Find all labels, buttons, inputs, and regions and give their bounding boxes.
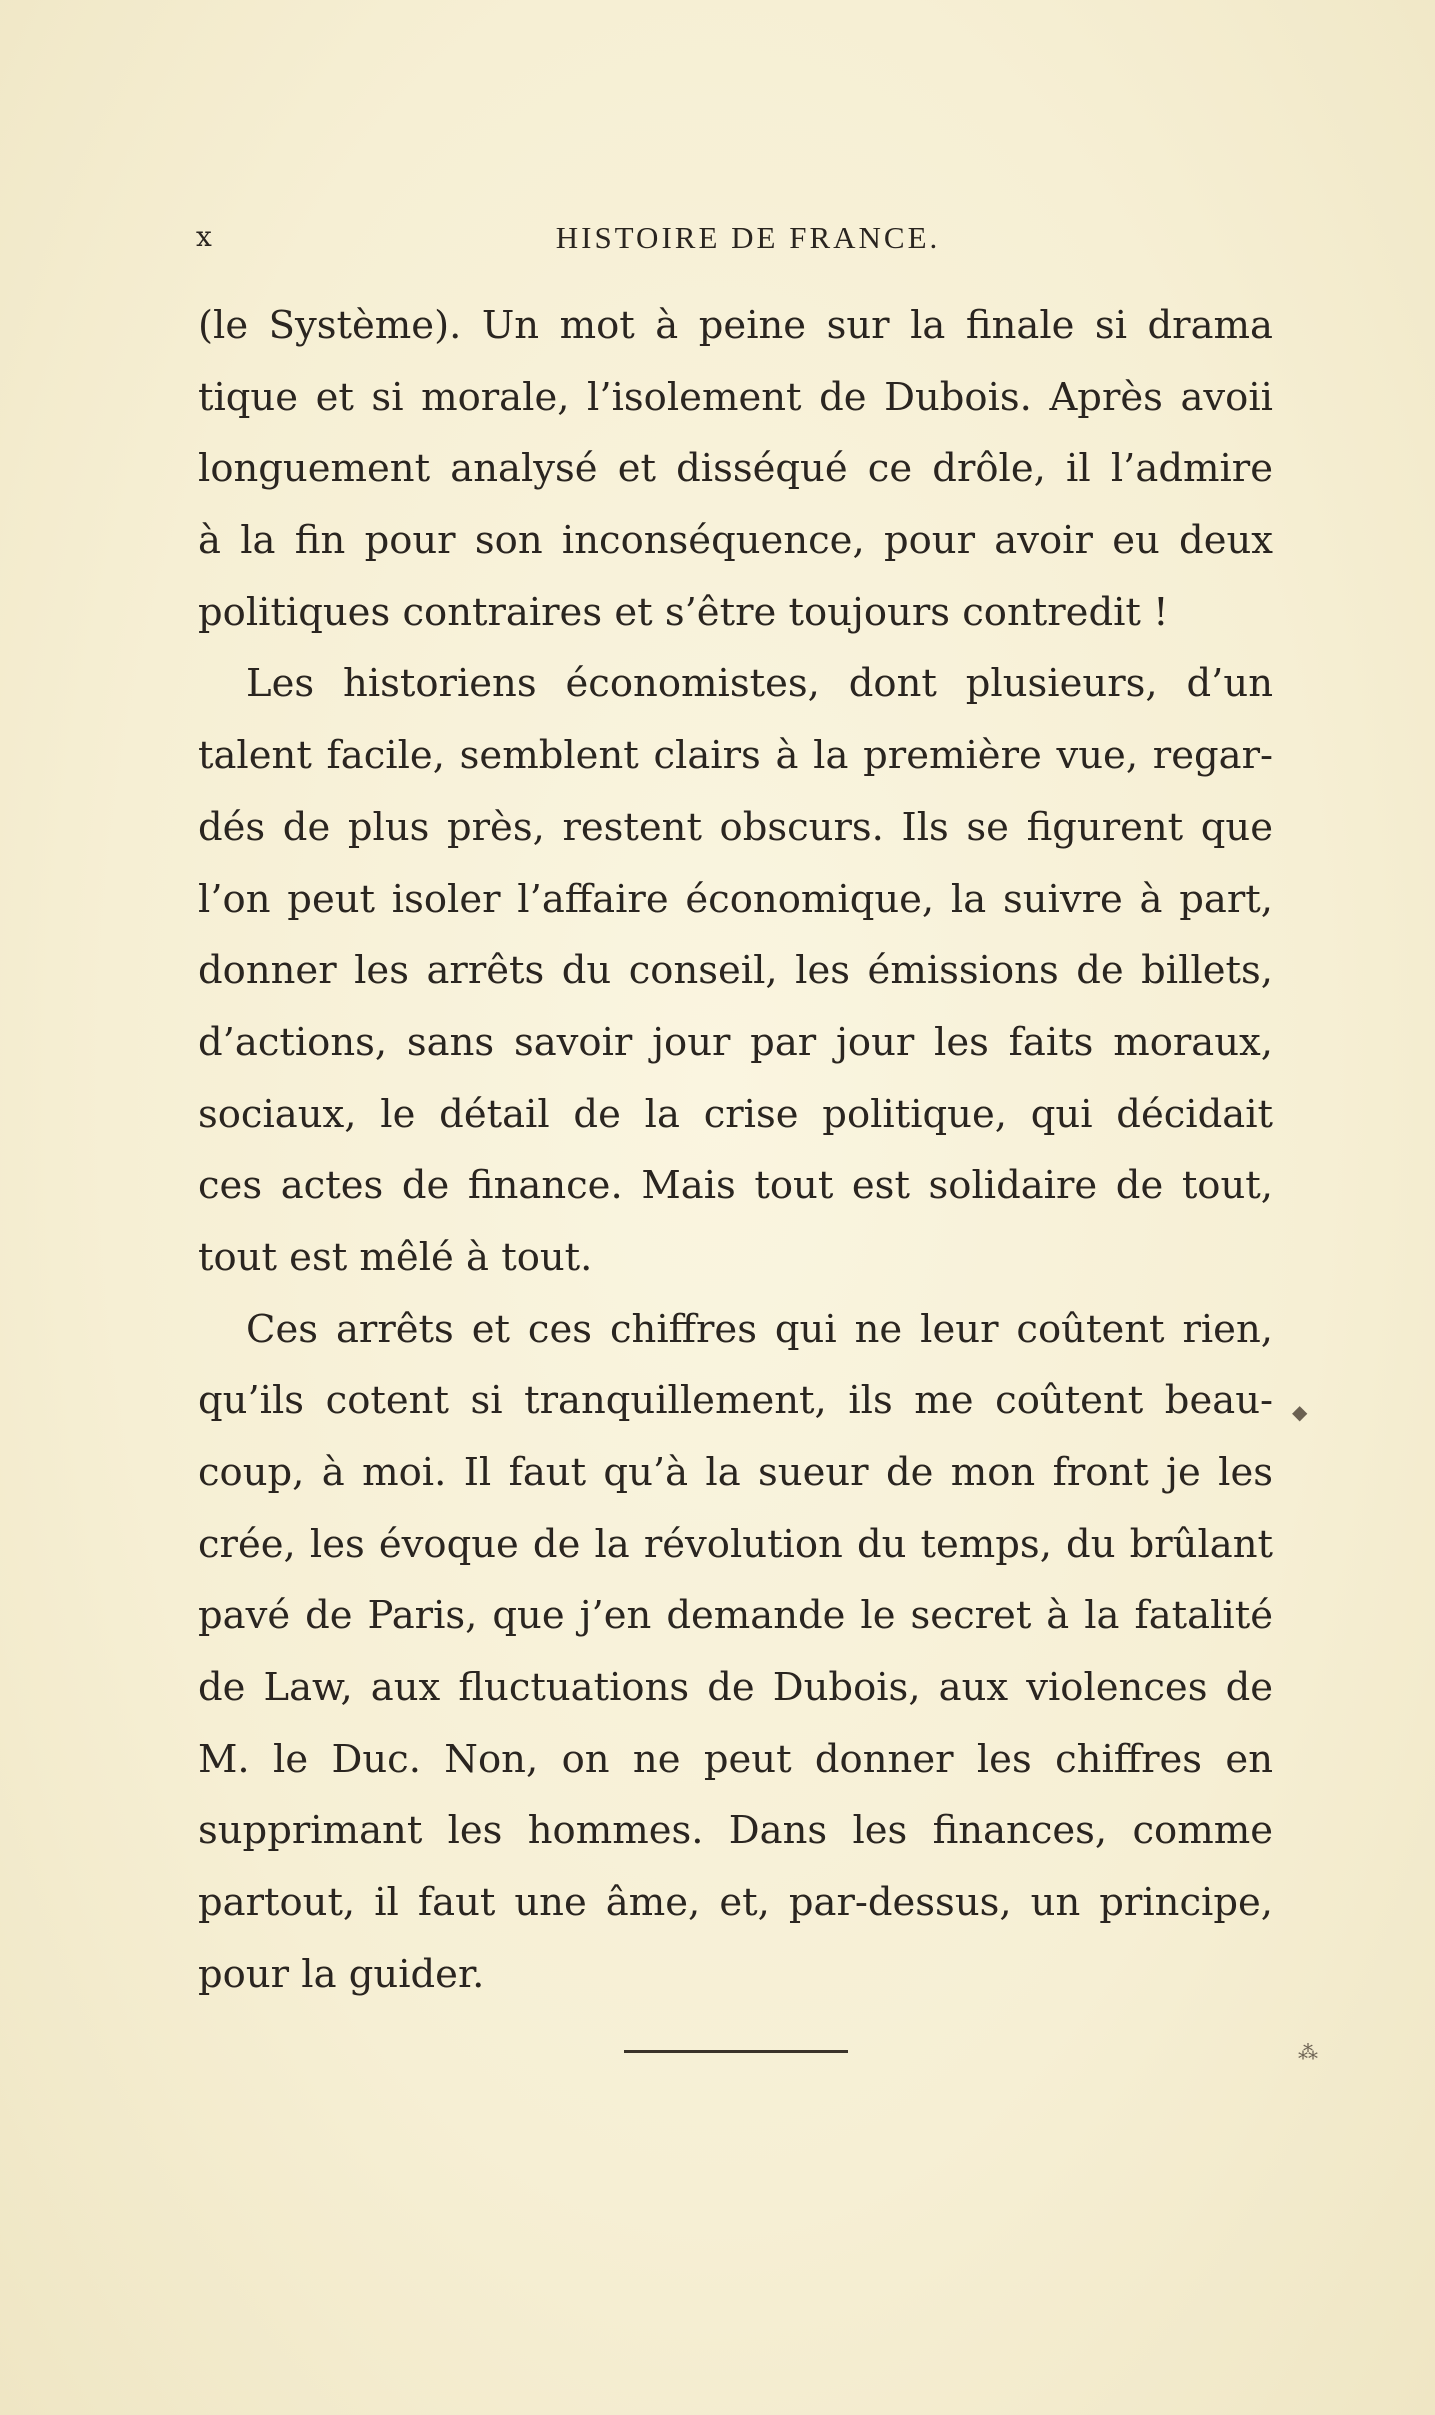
body-text <box>198 290 1273 2011</box>
text-line: dés de plus près, restent obscurs. Ils se figurent que <box>198 804 1273 850</box>
text-line: qu’ils cotent si tranquillement, ils me coûtent beau- <box>198 1378 1273 1424</box>
text-line: Les historiens économistes, dont plusieurs, d’un <box>246 661 1273 707</box>
section-divider <box>624 2050 848 2053</box>
ink-speck-mark: ◆ <box>1292 1400 1308 1424</box>
page-header <box>196 220 1260 260</box>
text-line: pavé de Paris, que j’en demande le secret à la fatalité <box>198 1593 1273 1639</box>
ink-speck-mark: ⁂ <box>1298 2040 1318 2064</box>
text-line: crée, les évoque de la révolution du temps, du brûlant <box>198 1521 1273 1567</box>
text-line: tout est mêlé à tout. <box>198 1234 593 1280</box>
text-line: sociaux, le détail de la crise politique, qui décidait <box>198 1091 1273 1137</box>
text-line: longuement analysé et disséqué ce drôle, il l’admire <box>198 446 1273 492</box>
text-line: (le Système). Un mot à peine sur la finale si drama <box>198 303 1273 348</box>
text-line: donner les arrêts du conseil, les émissions de billets, <box>198 948 1273 994</box>
text-line: à la fin pour son inconséquence, pour avoir eu deux <box>198 518 1273 564</box>
text-line: tique et si morale, l’isolement de Dubois. Après avoii <box>198 374 1273 420</box>
text-line: coup, à moi. Il faut qu’à la sueur de mon front je les <box>198 1450 1273 1495</box>
running-title: HISTOIRE DE FRANCE. <box>555 220 941 255</box>
text-line: talent facile, semblent clairs à la première vue, regar- <box>198 733 1273 779</box>
text-line: de Law, aux fluctuations de Dubois, aux violences de <box>198 1665 1273 1711</box>
text-line: pour la guider. <box>198 1951 485 1997</box>
text-line: Ces arrêts et ces chiffres qui ne leur coûtent rien, <box>246 1306 1273 1352</box>
text-line: M. le Duc. Non, on ne peut donner les chiffres en <box>198 1736 1273 1782</box>
text-line: d’actions, sans savoir jour par jour les faits moraux, <box>198 1019 1273 1065</box>
text-line: politiques contraires et s’être toujours contredit ! <box>198 589 1169 635</box>
text-line: ces actes de finance. Mais tout est solidaire de tout, <box>198 1163 1273 1209</box>
text-line: partout, il faut une âme, et, par-dessus, un principe, <box>198 1880 1273 1926</box>
text-line: supprimant les hommes. Dans les finances, comme <box>198 1808 1273 1854</box>
page-number: x <box>196 220 213 253</box>
text-line: l’on peut isoler l’affaire économique, la suivre à part, <box>198 876 1273 922</box>
